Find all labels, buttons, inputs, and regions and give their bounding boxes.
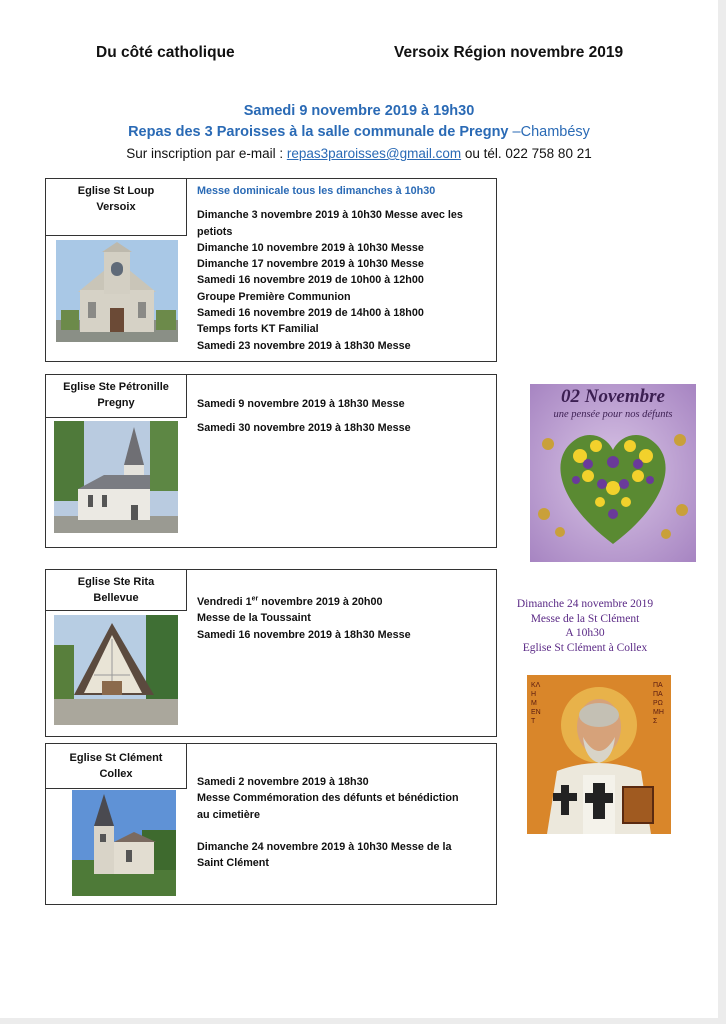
church-name: Eglise Ste Rita bbox=[77, 576, 155, 588]
schedule-line: Dimanche 3 novembre 2019 à 10h30 Messe avec les bbox=[197, 209, 463, 222]
schedule-line: Samedi 30 novembre 2019 à 18h30 Messe bbox=[197, 422, 411, 435]
schedule-line-first bbox=[197, 594, 411, 610]
schedule-line: Samedi 16 novembre 2019 à 18h30 Messe bbox=[197, 628, 411, 641]
st-clement-icon-image bbox=[527, 675, 671, 834]
event-date: Samedi 9 novembre 2019 à 19h30 bbox=[243, 103, 475, 119]
schedule-line: Temps forts KT Familial bbox=[197, 323, 319, 336]
church-place: Pregny bbox=[97, 397, 135, 409]
schedule-line: Groupe Première Communion bbox=[197, 290, 351, 303]
schedule-st-loup bbox=[197, 183, 463, 354]
header-left: Du côté catholique bbox=[96, 44, 235, 61]
notice-line: Messe de la St Clément bbox=[530, 612, 640, 625]
church-label-st-clement bbox=[45, 743, 187, 789]
church-photo-st-loup bbox=[56, 240, 178, 342]
schedule-line-first-a: Vendredi 1 bbox=[197, 596, 252, 608]
church-photo-st-clement bbox=[72, 790, 176, 896]
schedule-line: Samedi 16 novembre 2019 de 14h00 à 18h00 bbox=[197, 307, 424, 320]
schedule-line: Samedi 23 novembre 2019 à 18h30 Messe bbox=[197, 339, 411, 352]
schedule-ste-petronille bbox=[197, 396, 411, 437]
card-subtitle: une pensée pour nos défunts bbox=[553, 409, 673, 420]
notice-line: A 10h30 bbox=[565, 627, 605, 639]
header-right: Versoix Région novembre 2019 bbox=[394, 44, 624, 61]
card-title: 02 Novembre bbox=[561, 386, 665, 407]
notice-line: Eglise St Clément à Collex bbox=[522, 641, 648, 654]
schedule-ste-rita bbox=[197, 594, 411, 643]
schedule-line: Dimanche 10 novembre 2019 à 10h30 Messe bbox=[197, 241, 424, 254]
contact-prefix: Sur inscription par e-mail : bbox=[126, 146, 287, 161]
schedule-line: Samedi 9 novembre 2019 à 18h30 Messe bbox=[197, 398, 405, 410]
church-name: Eglise St Clément bbox=[69, 752, 163, 764]
event-title-main: Repas des 3 Paroisses à la salle communale de Pregny bbox=[128, 124, 509, 140]
church-place: Versoix bbox=[96, 201, 136, 213]
church-place: Collex bbox=[99, 768, 133, 780]
ordinal-sup: er bbox=[251, 595, 259, 603]
schedule-line: Dimanche 17 novembre 2019 à 10h30 Messe bbox=[197, 258, 424, 271]
notice-line: Dimanche 24 novembre 2019 bbox=[516, 598, 654, 610]
icon-inscription-right: ΠΑΠΑ ΡΩΜΗΣ bbox=[653, 682, 664, 725]
st-clement-notice bbox=[500, 597, 670, 655]
schedule-line: Samedi 2 novembre 2019 à 18h30 bbox=[197, 776, 369, 788]
icon-inscription-left: ΚΛΗΜΕΝΤ bbox=[531, 682, 541, 725]
remembrance-card bbox=[530, 384, 696, 562]
event-title bbox=[0, 124, 718, 140]
schedule-line: Saint Clément bbox=[197, 857, 269, 870]
schedule-line: au cimetière bbox=[197, 808, 261, 821]
church-place: Bellevue bbox=[93, 592, 139, 604]
church-name: Eglise St Loup bbox=[77, 185, 155, 197]
event-contact bbox=[0, 146, 718, 161]
schedule-line: Messe dominicale tous les dimanches à 10h30 bbox=[197, 185, 436, 197]
schedule-line: Dimanche 24 novembre 2019 à 10h30 Messe de la bbox=[197, 840, 452, 853]
schedule-line: Samedi 16 novembre 2019 de 10h00 à 12h00 bbox=[197, 274, 424, 287]
church-label-ste-rita bbox=[45, 569, 187, 611]
church-name: Eglise Ste Pétronille bbox=[63, 381, 169, 393]
schedule-line: Messe Commémoration des défunts et bénédiction bbox=[197, 792, 459, 805]
church-label-ste-petronille bbox=[45, 374, 187, 418]
church-label-st-loup bbox=[45, 178, 187, 236]
schedule-line-first-b: novembre 2019 à 20h00 bbox=[258, 596, 383, 608]
email-link[interactable]: repas3paroisses@gmail.com bbox=[286, 146, 462, 161]
schedule-line: petiots bbox=[197, 225, 233, 238]
contact-suffix: ou tél. 022 758 80 21 bbox=[461, 146, 592, 161]
event-title-suffix: –Chambésy bbox=[508, 124, 590, 140]
church-photo-ste-rita bbox=[54, 615, 178, 725]
church-photo-ste-petronille bbox=[54, 421, 178, 533]
schedule-st-clement bbox=[197, 774, 459, 871]
schedule-line: Messe de la Toussaint bbox=[197, 612, 311, 625]
